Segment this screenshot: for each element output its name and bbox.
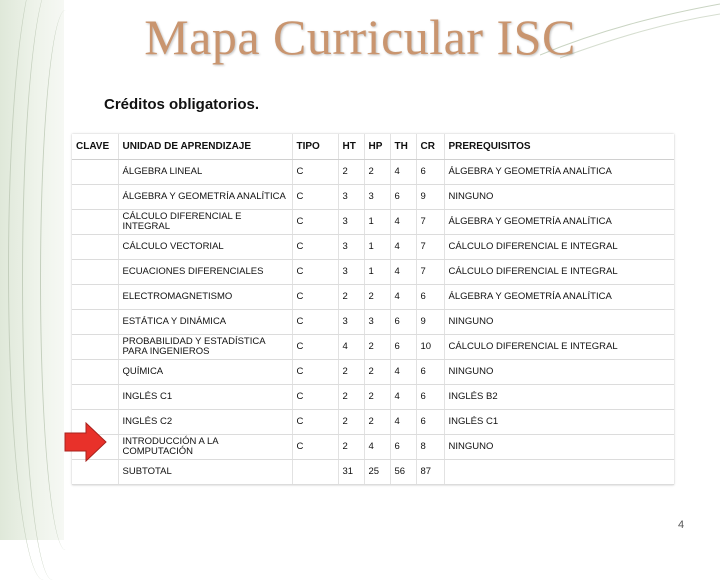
cell-unidad: CÁLCULO DIFERENCIAL E INTEGRAL bbox=[118, 210, 292, 235]
cell-prerequisitos: ÁLGEBRA Y GEOMETRÍA ANALÍTICA bbox=[444, 160, 674, 185]
cell-hp: 25 bbox=[364, 460, 390, 485]
table-row bbox=[72, 335, 674, 360]
cell-unidad: INGLÉS C1 bbox=[118, 385, 292, 410]
table-row bbox=[72, 310, 674, 335]
cell-hp: 3 bbox=[364, 185, 390, 210]
cell-prerequisitos: INGLÉS C1 bbox=[444, 410, 674, 435]
cell-hp: 2 bbox=[364, 335, 390, 360]
curriculum-table bbox=[72, 134, 674, 485]
cell-clave bbox=[72, 160, 118, 185]
cell-th: 56 bbox=[390, 460, 416, 485]
cell-ht: 2 bbox=[338, 285, 364, 310]
cell-cr: 6 bbox=[416, 360, 444, 385]
cell-th: 6 bbox=[390, 335, 416, 360]
cell-ht: 3 bbox=[338, 210, 364, 235]
cell-th: 4 bbox=[390, 260, 416, 285]
curriculum-table-container bbox=[72, 134, 674, 485]
cell-hp: 4 bbox=[364, 435, 390, 460]
cell-prerequisitos: NINGUNO bbox=[444, 310, 674, 335]
cell-cr: 87 bbox=[416, 460, 444, 485]
cell-prerequisitos: CÁLCULO DIFERENCIAL E INTEGRAL bbox=[444, 260, 674, 285]
cell-th: 6 bbox=[390, 310, 416, 335]
cell-clave bbox=[72, 235, 118, 260]
cell-ht: 2 bbox=[338, 360, 364, 385]
header-ht: HT bbox=[338, 134, 364, 160]
cell-th: 4 bbox=[390, 285, 416, 310]
cell-clave bbox=[72, 210, 118, 235]
cell-cr: 6 bbox=[416, 385, 444, 410]
table-row bbox=[72, 185, 674, 210]
cell-tipo: C bbox=[292, 310, 338, 335]
table-row bbox=[72, 360, 674, 385]
cell-unidad: ESTÁTICA Y DINÁMICA bbox=[118, 310, 292, 335]
cell-tipo: C bbox=[292, 360, 338, 385]
cell-hp: 2 bbox=[364, 160, 390, 185]
table-row bbox=[72, 260, 674, 285]
table-row bbox=[72, 385, 674, 410]
cell-th: 6 bbox=[390, 185, 416, 210]
cell-clave bbox=[72, 360, 118, 385]
cell-unidad: INTRODUCCIÓN A LA COMPUTACIÓN bbox=[118, 435, 292, 460]
cell-ht: 2 bbox=[338, 160, 364, 185]
cell-prerequisitos: INGLÉS B2 bbox=[444, 385, 674, 410]
header-clave: CLAVE bbox=[72, 134, 118, 160]
table-row bbox=[72, 410, 674, 435]
cell-th: 4 bbox=[390, 210, 416, 235]
cell-prerequisitos bbox=[444, 460, 674, 485]
cell-th: 4 bbox=[390, 410, 416, 435]
table-row bbox=[72, 160, 674, 185]
cell-ht: 2 bbox=[338, 410, 364, 435]
cell-ht: 2 bbox=[338, 435, 364, 460]
cell-hp: 1 bbox=[364, 210, 390, 235]
cell-clave bbox=[72, 310, 118, 335]
cell-clave bbox=[72, 185, 118, 210]
cell-tipo: C bbox=[292, 285, 338, 310]
slide-subtitle: Créditos obligatorios. bbox=[104, 96, 260, 113]
cell-unidad: ÁLGEBRA Y GEOMETRÍA ANALÍTICA bbox=[118, 185, 292, 210]
table-row bbox=[72, 285, 674, 310]
cell-prerequisitos: CÁLCULO DIFERENCIAL E INTEGRAL bbox=[444, 235, 674, 260]
table-row bbox=[72, 435, 674, 460]
cell-hp: 2 bbox=[364, 410, 390, 435]
page-number: 4 bbox=[678, 519, 685, 531]
red-arrow-icon bbox=[64, 422, 108, 462]
cell-cr: 7 bbox=[416, 210, 444, 235]
cell-unidad: QUÍMICA bbox=[118, 360, 292, 385]
cell-tipo: C bbox=[292, 385, 338, 410]
cell-ht: 31 bbox=[338, 460, 364, 485]
cell-hp: 3 bbox=[364, 310, 390, 335]
cell-hp: 1 bbox=[364, 260, 390, 285]
cell-ht: 3 bbox=[338, 260, 364, 285]
cell-prerequisitos: ÁLGEBRA Y GEOMETRÍA ANALÍTICA bbox=[444, 210, 674, 235]
cell-cr: 9 bbox=[416, 185, 444, 210]
cell-clave bbox=[72, 460, 118, 485]
cell-ht: 2 bbox=[338, 385, 364, 410]
cell-cr: 6 bbox=[416, 410, 444, 435]
cell-th: 4 bbox=[390, 160, 416, 185]
cell-cr: 6 bbox=[416, 285, 444, 310]
cell-unidad: ELECTROMAGNETISMO bbox=[118, 285, 292, 310]
cell-tipo: C bbox=[292, 335, 338, 360]
cell-clave bbox=[72, 385, 118, 410]
table-header-row bbox=[72, 134, 674, 160]
cell-ht: 4 bbox=[338, 335, 364, 360]
header-cr: CR bbox=[416, 134, 444, 160]
header-th: TH bbox=[390, 134, 416, 160]
cell-prerequisitos: CÁLCULO DIFERENCIAL E INTEGRAL bbox=[444, 335, 674, 360]
cell-unidad: PROBABILIDAD Y ESTADÍSTICA PARA INGENIEROS bbox=[118, 335, 292, 360]
cell-cr: 9 bbox=[416, 310, 444, 335]
left-decorative-band bbox=[0, 0, 64, 540]
cell-tipo: C bbox=[292, 260, 338, 285]
slide-title: Mapa Curricular ISC bbox=[144, 9, 576, 65]
cell-tipo: C bbox=[292, 235, 338, 260]
cell-tipo: C bbox=[292, 410, 338, 435]
cell-cr: 7 bbox=[416, 260, 444, 285]
cell-hp: 2 bbox=[364, 285, 390, 310]
cell-prerequisitos: NINGUNO bbox=[444, 360, 674, 385]
cell-th: 6 bbox=[390, 435, 416, 460]
cell-hp: 1 bbox=[364, 235, 390, 260]
cell-unidad: SUBTOTAL bbox=[118, 460, 292, 485]
cell-hp: 2 bbox=[364, 360, 390, 385]
header-hp: HP bbox=[364, 134, 390, 160]
cell-unidad: INGLÉS C2 bbox=[118, 410, 292, 435]
cell-tipo: C bbox=[292, 160, 338, 185]
cell-tipo: C bbox=[292, 185, 338, 210]
cell-unidad: ÁLGEBRA LINEAL bbox=[118, 160, 292, 185]
cell-tipo: C bbox=[292, 210, 338, 235]
cell-cr: 10 bbox=[416, 335, 444, 360]
cell-prerequisitos: NINGUNO bbox=[444, 185, 674, 210]
cell-ht: 3 bbox=[338, 185, 364, 210]
cell-unidad: ECUACIONES DIFERENCIALES bbox=[118, 260, 292, 285]
table-body bbox=[72, 160, 674, 485]
cell-cr: 8 bbox=[416, 435, 444, 460]
table-row bbox=[72, 235, 674, 260]
cell-clave bbox=[72, 260, 118, 285]
cell-tipo bbox=[292, 460, 338, 485]
header-tipo: TIPO bbox=[292, 134, 338, 160]
header-unidad: UNIDAD DE APRENDIZAJE bbox=[118, 134, 292, 160]
cell-th: 4 bbox=[390, 385, 416, 410]
cell-cr: 6 bbox=[416, 160, 444, 185]
cell-ht: 3 bbox=[338, 310, 364, 335]
cell-hp: 2 bbox=[364, 385, 390, 410]
cell-unidad: CÁLCULO VECTORIAL bbox=[118, 235, 292, 260]
cell-clave bbox=[72, 285, 118, 310]
cell-th: 4 bbox=[390, 235, 416, 260]
cell-ht: 3 bbox=[338, 235, 364, 260]
cell-prerequisitos: NINGUNO bbox=[444, 435, 674, 460]
header-prerequisitos: PREREQUISITOS bbox=[444, 134, 674, 160]
cell-tipo: C bbox=[292, 435, 338, 460]
cell-cr: 7 bbox=[416, 235, 444, 260]
cell-clave bbox=[72, 335, 118, 360]
cell-th: 4 bbox=[390, 360, 416, 385]
table-row bbox=[72, 210, 674, 235]
table-row bbox=[72, 460, 674, 485]
cell-prerequisitos: ÁLGEBRA Y GEOMETRÍA ANALÍTICA bbox=[444, 285, 674, 310]
